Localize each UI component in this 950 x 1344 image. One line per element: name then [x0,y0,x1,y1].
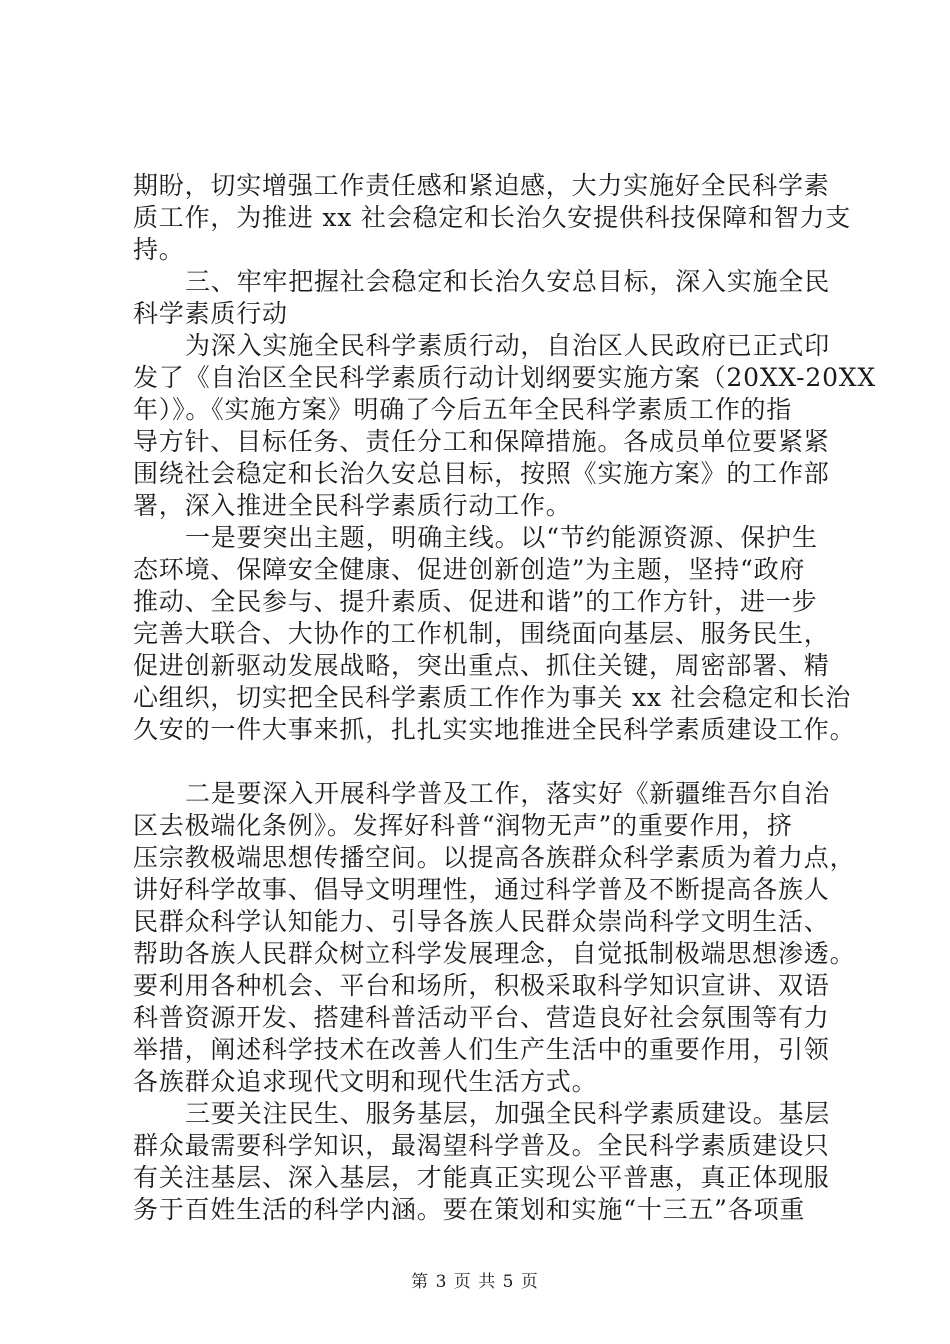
page-number-footer: 第 3 页 共 5 页 [411,1272,539,1292]
text-line: 发了《自治区全民科学素质行动计划纲要实施方案（20XX-20XX [133,363,876,392]
text-line: 署，深入推进全民科学素质行动工作。 [133,491,572,520]
text-line: 务于百姓生活的科学内涵。要在策划和实施“十三五”各项重 [133,1195,806,1224]
text-line: 要利用各种机会、平台和场所，积极采取科学知识宣讲、双语 [133,971,830,1000]
text-line: 讲好科学故事、倡导文明理性，通过科学普及不断提高各族人 [133,875,830,904]
text-line: 举措，阐述科学技术在改善人们生产生活中的重要作用，引领 [133,1035,830,1064]
document-body [133,170,876,1226]
text-line: 推动、全民参与、提升素质、促进和谐”的工作方针，进一步 [133,587,818,616]
text-line: 质工作，为推进 xx 社会稳定和长治久安提供科技保障和智力支 [133,203,852,232]
text-line: 促进创新驱动发展战略，突出重点、抓住关键，周密部署、精 [133,651,830,680]
text-line: 科普资源开发、搭建科普活动平台、营造良好社会氛围等有力 [133,1003,830,1032]
text-line: 有关注基层、深入基层，才能真正实现公平普惠，真正体现服 [133,1163,830,1192]
text-line: 久安的一件大事来抓，扎扎实实地推进全民科学素质建设工作。 [133,715,856,744]
text-line: 年）》。《实施方案》明确了今后五年全民科学素质工作的指 [133,395,793,424]
text-line: 帮助各族人民群众树立科学发展理念，自觉抵制极端思想渗透。 [133,939,856,968]
text-line: 群众最需要科学知识，最渴望科学普及。全民科学素质建设只 [133,1131,830,1160]
text-line: 为深入实施全民科学素质行动，自治区人民政府已正式印 [185,331,831,360]
text-line: 区去极端化条例》。发挥好科普“润物无声”的重要作用，挤 [133,811,793,840]
text-line: 三要关注民生、服务基层，加强全民科学素质建设。基层 [185,1099,831,1128]
section-heading-continued: 科学素质行动 [133,299,288,328]
text-line: 持。 [133,235,185,264]
text-line: 态环境、保障安全健康、促进创新创造”为主题，坚持“政府 [133,555,806,584]
text-line: 心组织，切实把全民科学素质工作作为事关 xx 社会稳定和长治 [133,683,852,712]
text-line: 围绕社会稳定和长治久安总目标，按照《实施方案》的工作部 [133,459,830,488]
text-line: 二是要深入开展科学普及工作，落实好《新疆维吾尔自治 [185,779,831,808]
text-line: 各族群众追求现代文明和现代生活方式。 [133,1067,598,1096]
text-line: 压宗教极端思想传播空间。以提高各族群众科学素质为着力点， [133,843,856,872]
text-line: 导方针、目标任务、责任分工和保障措施。各成员单位要紧紧 [133,427,830,456]
text-line: 期盼，切实增强工作责任感和紧迫感，大力实施好全民科学素 [133,171,830,200]
text-line: 一是要突出主题，明确主线。以“节约能源资源、保护生 [185,523,818,552]
text-line: 民群众科学认知能力、引导各族人民群众崇尚科学文明生活、 [133,907,830,936]
paragraph-gap [133,746,833,778]
section-heading: 三、牢牢把握社会稳定和长治久安总目标，深入实施全民 [185,267,831,296]
text-line: 完善大联合、大协作的工作机制，围绕面向基层、服务民生， [133,619,830,648]
